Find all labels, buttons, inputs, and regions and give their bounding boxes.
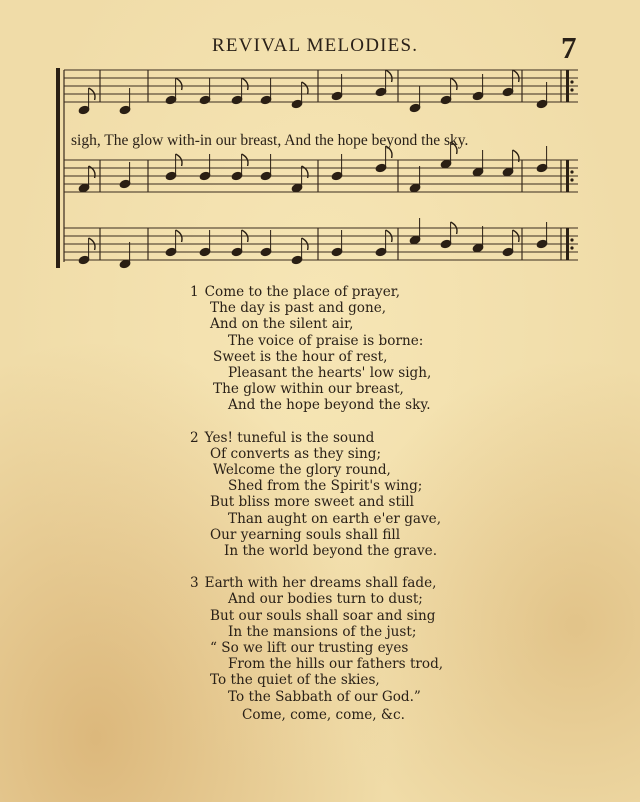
- repeat-dot: [570, 170, 573, 173]
- note-head: [199, 247, 211, 257]
- stanza-line: The day is past and gone,: [210, 300, 387, 317]
- note-flag: [451, 78, 457, 90]
- stanza-line: To the quiet of the skies,: [210, 672, 380, 689]
- stanza-line: The voice of praise is borne:: [228, 332, 424, 349]
- music-notes: [78, 70, 548, 269]
- stanza-number: 1: [190, 284, 199, 300]
- note-head: [291, 183, 303, 193]
- stanza-line: Sweet is the hour of rest,: [213, 348, 388, 365]
- note-head: [165, 95, 177, 105]
- stanza-1: [190, 284, 520, 414]
- note-head: [440, 159, 452, 169]
- note-head: [199, 171, 211, 181]
- note-flag: [513, 70, 519, 82]
- note-head: [231, 95, 243, 105]
- stanza-line: From the hills our fathers trod,: [228, 656, 444, 673]
- stanza-line: 2 Yes! tuneful is the sound: [190, 429, 375, 446]
- running-title: REVIVAL MELODIES.: [212, 35, 419, 56]
- note-head: [331, 91, 343, 101]
- note-head: [409, 183, 421, 193]
- note-head: [78, 105, 90, 115]
- repeat-dot: [570, 238, 573, 241]
- closing-line: Come, come, come, &c.: [242, 706, 405, 723]
- note-head: [409, 235, 421, 245]
- note-head: [78, 183, 90, 193]
- final-barline: [566, 70, 569, 102]
- note-head: [440, 95, 452, 105]
- stanza-line: And on the silent air,: [210, 316, 354, 333]
- stanza-line: The glow within our breast,: [213, 381, 404, 398]
- note-flag: [302, 82, 308, 94]
- note-head: [375, 247, 387, 257]
- note-head: [231, 247, 243, 257]
- stanza-line: Shed from the Spirit's wing;: [228, 478, 423, 495]
- note-head: [536, 239, 548, 249]
- stanza-line: And our bodies turn to dust;: [228, 591, 423, 608]
- note-head: [291, 99, 303, 109]
- stanza-line: Pleasant the hearts' low sigh,: [228, 365, 432, 382]
- repeat-dot: [570, 178, 573, 181]
- stanza-line: Welcome the glory round,: [213, 462, 391, 479]
- note-head: [331, 247, 343, 257]
- note-head: [472, 91, 484, 101]
- note-head: [502, 167, 514, 177]
- stanza-line: To the Sabbath of our God.”: [228, 688, 421, 705]
- stanza-line: “ So we lift our trusting eyes: [210, 640, 409, 657]
- note-head: [502, 247, 514, 257]
- stanza-line: But bliss more sweet and still: [210, 494, 414, 511]
- system-brace: [56, 68, 60, 268]
- hymn-text: [190, 284, 520, 723]
- note-head: [165, 247, 177, 257]
- stanza-line: In the mansions of the just;: [228, 623, 417, 640]
- stanza-number: 3: [190, 575, 199, 592]
- note-head: [331, 171, 343, 181]
- note-head: [119, 259, 131, 269]
- note-head: [231, 171, 243, 181]
- repeat-dot: [570, 246, 573, 249]
- note-head: [502, 87, 514, 97]
- note-head: [375, 163, 387, 173]
- stanza-3: [190, 575, 520, 705]
- stanza-line: Our yearning souls shall fill: [210, 526, 401, 543]
- staff-lines: [56, 68, 578, 268]
- note-head: [375, 87, 387, 97]
- score-lyric-line: sigh, The glow with-in our breast, And the hope beyond the sky.: [71, 132, 469, 149]
- repeat-dot: [570, 88, 573, 91]
- note-head: [199, 95, 211, 105]
- stanza-line: In the world beyond the grave.: [224, 543, 438, 560]
- note-head: [78, 255, 90, 265]
- stanza-line: Of converts as they sing;: [210, 445, 382, 462]
- stanza-line: 1 Come to the place of prayer,: [190, 284, 401, 300]
- stanza-line: 3 Earth with her dreams shall fade,: [190, 575, 437, 592]
- note-head: [472, 167, 484, 177]
- note-head: [119, 105, 131, 115]
- note-head: [260, 95, 272, 105]
- stanza-2: [190, 430, 520, 560]
- note-head: [260, 247, 272, 257]
- stanza-line: Than aught on earth e'er gave,: [228, 510, 442, 527]
- note-head: [440, 239, 452, 249]
- note-head: [165, 171, 177, 181]
- page-number: 7: [561, 30, 577, 65]
- note-head: [119, 179, 131, 189]
- note-head: [472, 243, 484, 253]
- stanza-line: And the hope beyond the sky.: [228, 397, 431, 414]
- stanza-number: 2: [190, 429, 199, 446]
- note-head: [409, 103, 421, 113]
- note-flag: [386, 70, 392, 82]
- note-head: [260, 171, 272, 181]
- final-barline: [566, 160, 569, 192]
- repeat-dot: [570, 80, 573, 83]
- note-flag: [242, 78, 248, 90]
- note-head: [536, 99, 548, 109]
- stanza-line: But our souls shall soar and sing: [210, 607, 436, 624]
- note-head: [291, 255, 303, 265]
- note-flag: [176, 78, 182, 90]
- note-head: [536, 163, 548, 173]
- final-barline: [566, 228, 569, 260]
